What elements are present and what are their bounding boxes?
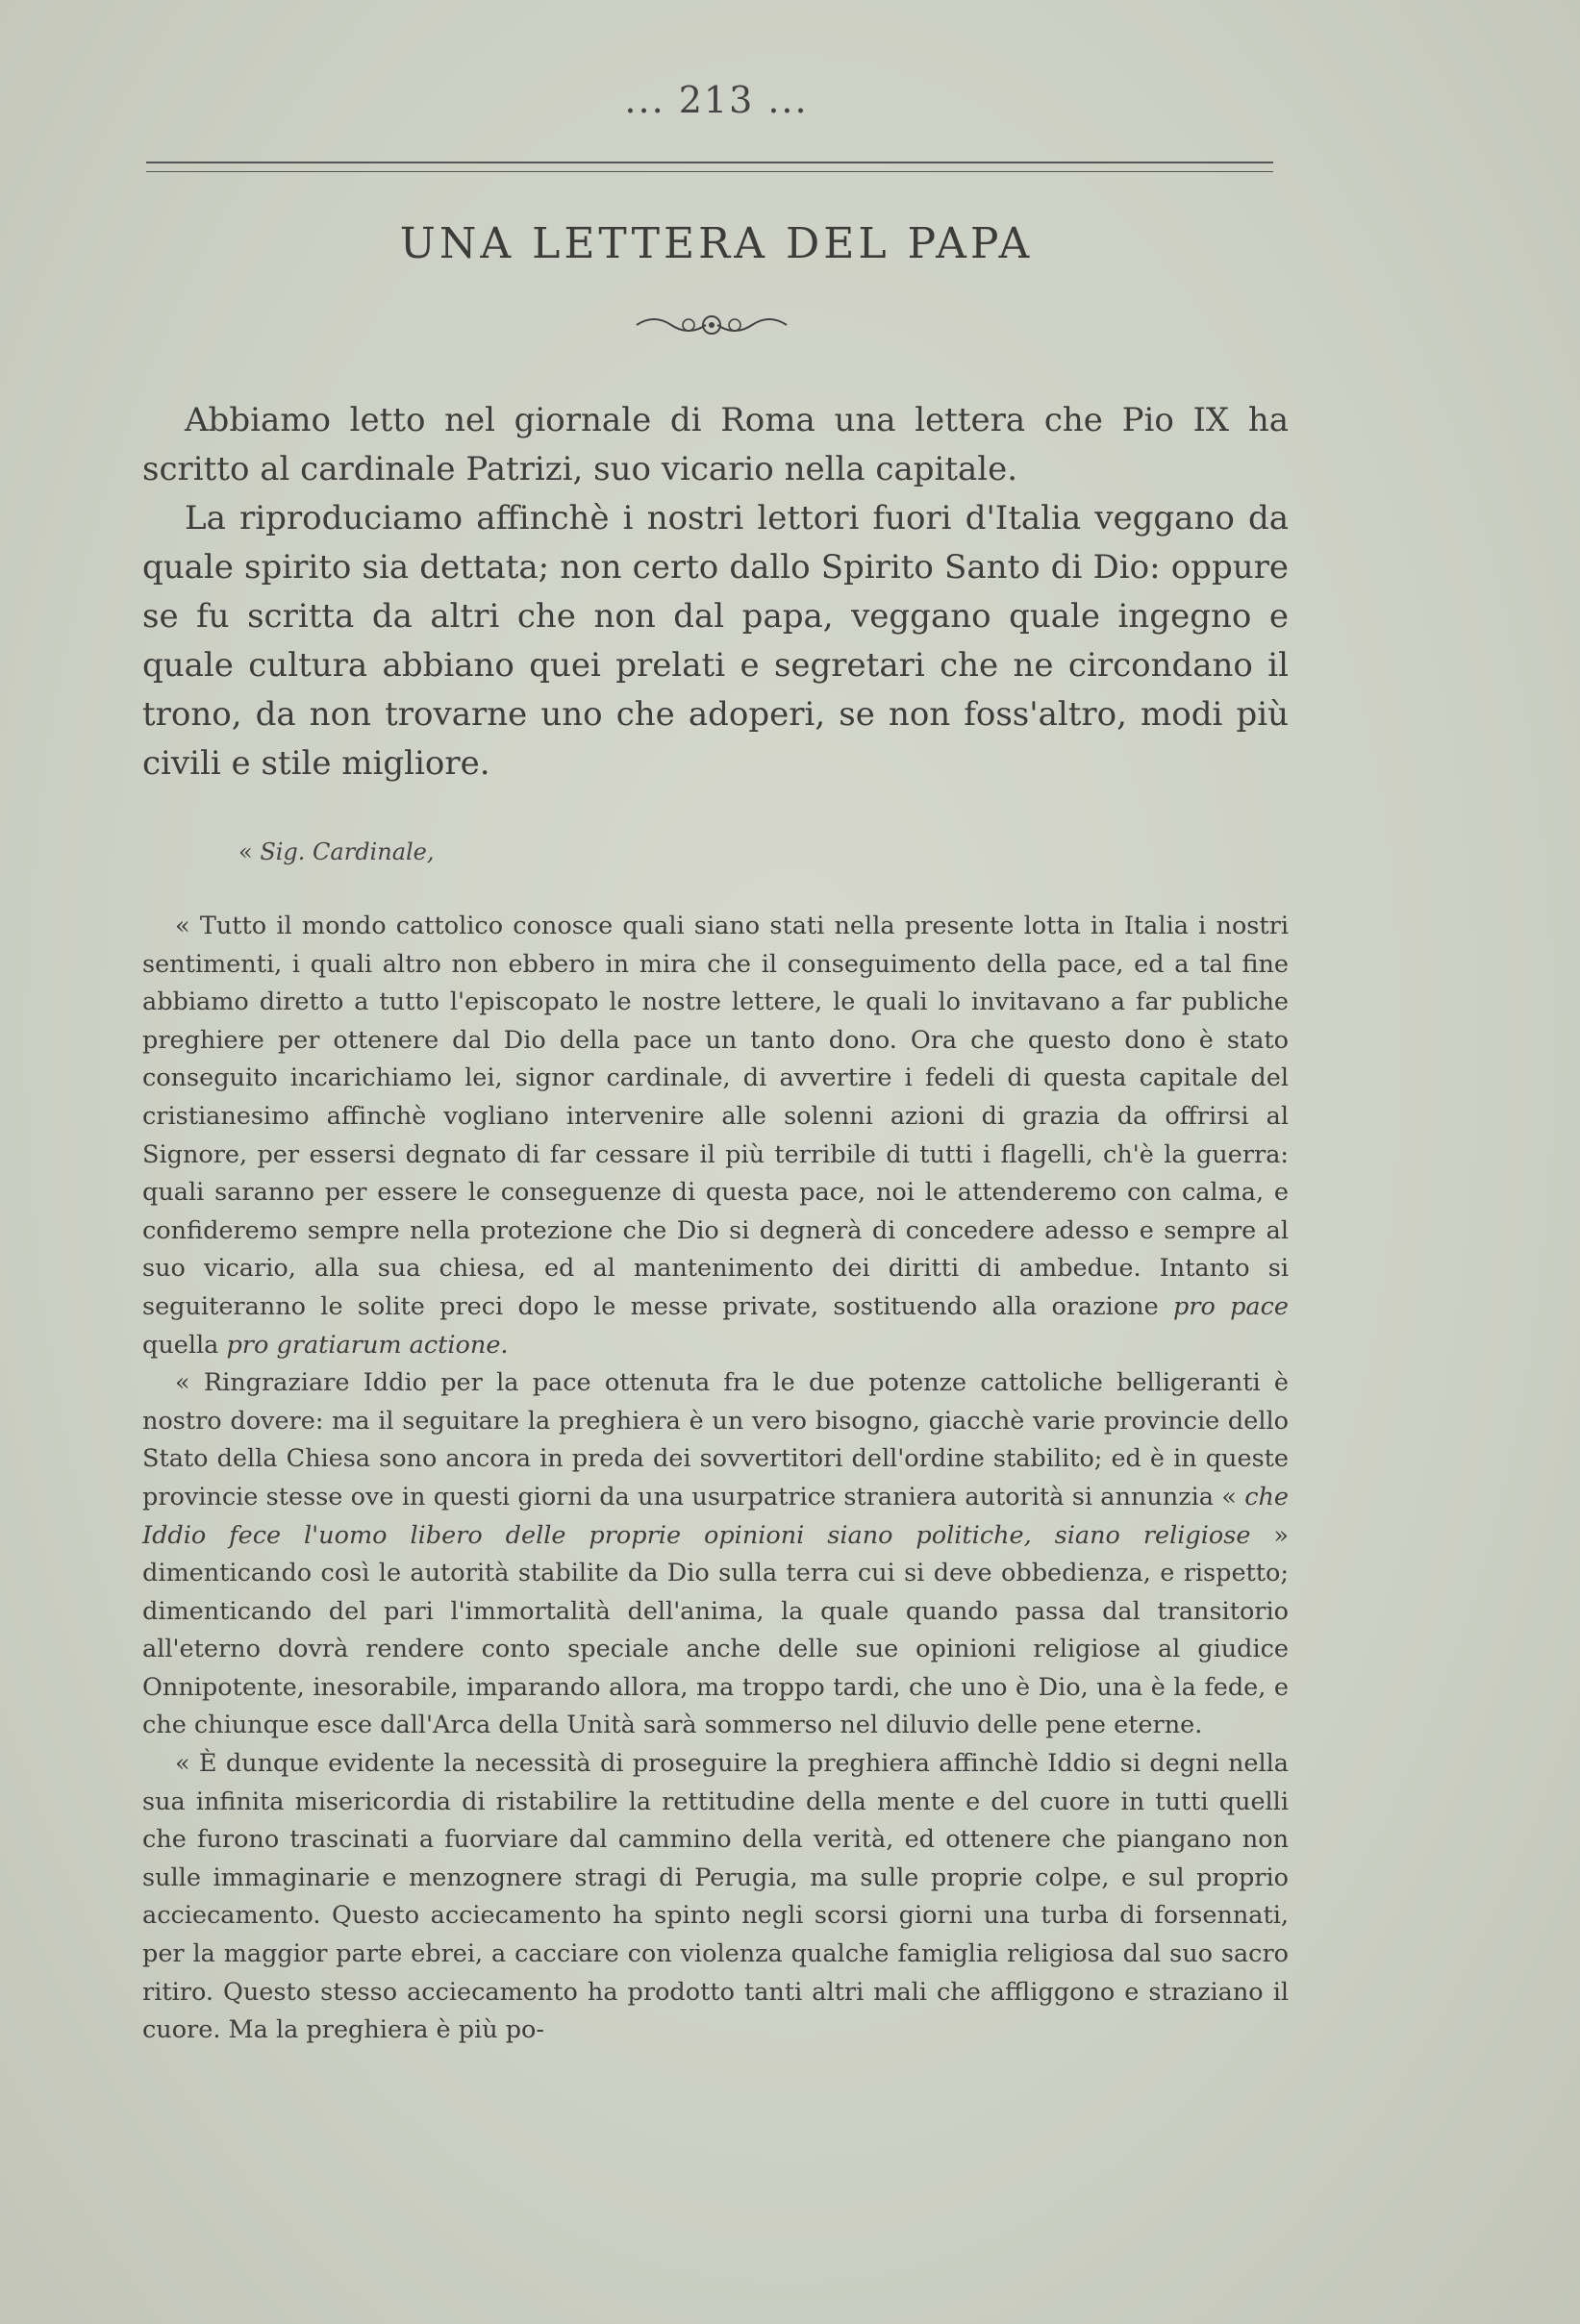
letter-italic: pro gratiarum actione. <box>226 1330 509 1360</box>
header-rule-thin <box>146 171 1273 172</box>
header-rule-thick <box>146 162 1273 163</box>
letter-paragraph <box>142 1364 1289 1745</box>
intro-paragraph: La riproduciamo affinchè i nostri lettori fuori d'Italia veggano da quale spirito sia dettata; non certo dallo Spirito Santo di Dio: oppure se fu scritta da altri che non dal papa, veggano quale ingegno e quale cultura abbiano quei prelati e segretari che ne circondano il trono, da non trovarne uno che adoperi, se non foss'altro, modi più civili e stile migliore. <box>142 499 1289 783</box>
letter-text: « Ringraziare Iddio per la pace ottenuta fra le due potenze cattoliche belligeranti è nostro dovere: ma il seguitare la preghiera è un vero bisogno, giacchè varie provincie dello Stato della Chiesa sono ancora in preda dei sovvertitori dell'ordine stabilito; ed è in queste provincie stesse ove in questi giorni da una usurpatrice straniera autorità si annunzia « <box>142 1368 1289 1512</box>
page-number: ... 213 ... <box>624 79 809 121</box>
intro-paragraph: Abbiamo letto nel giornale di Roma una lettera che Pio IX ha scritto al cardinale Patrizi, suo vicario nella capitale. <box>142 401 1289 488</box>
letter-text: « Tutto il mondo cattolico conosce quali siano stati nella presente lotta in Italia i nostri sentimenti, i quali altro non ebbero in mira che il conseguimento della pace, ed a tal fine abbiamo diretto a tutto l'episcopato le nostre lettere, le quali lo invitavano a far publiche preghiere per ottenere dal Dio della pace un tanto dono. Ora che questo dono è stato conseguito incarichiamo lei, signor cardinale, di avvertire i fedeli di questa capitale del cristianesimo affinchè vogliano intervenire alle solenni azioni di grazia da offrirsi al Signore, per essersi degnato di far cessare il più terribile di tutti i flagelli, ch'è la guerra: quali saranno per essere le conseguenze di questa pace, noi le attenderemo con calma, e confideremo sempre nella protezione che Dio si degnerà di concedere adesso e sempre al suo vicario, alla sua chiesa, ed al mantenimento dei diritti di ambedue. Intanto si seguiteranno le solite preci dopo le messe private, sostituendo alla orazione <box>142 912 1289 1321</box>
letter-paragraph: « È dunque evidente la necessità di proseguire la preghiera affinchè Iddio si degni nella sua infinita misericordia di ristabilire la rettitudine della mente e del cuore in tutti quelli che furono trascinati a fuorviare dal cammino della verità, ed ottenere che piangano non sulle immaginarie e menzognere stragi di Perugia, ma sulle proprie colpe, e sul proprio acciecamento. Questo acciecamento ha spinto negli scorsi giorni una turba di forsennati, per la maggior parte ebrei, a cacciare con violenza qualche famiglia religiosa dal suo sacro ritiro. Questo stesso acciecamento ha prodotto tanti altri mali che affliggono e straziano il cuore. Ma la preghiera è più po- <box>142 1749 1289 2045</box>
salutation-quote: « <box>238 838 261 865</box>
letter-italic: che Iddio fece l'uomo libero delle proprie opinioni siano politiche, siano religiose <box>142 1482 1289 1550</box>
intro-text <box>142 396 1289 788</box>
letter-salutation <box>238 838 435 865</box>
salutation-text: Sig. Cardinale, <box>260 838 435 865</box>
letter-body <box>142 908 1289 2050</box>
letter-text: » dimenticando così le autorità stabilite da Dio sulla terra cui si deve obbedienza, e rispetto; dimenticando del pari l'immortalità dell'anima, la quale quando passa dal transitorio all'eterno dovrà rendere conto speciale anche delle sue opinioni religiose al giudice Onnipotente, inesorabile, imparando allora, ma troppo tardi, che uno è Dio, una è la fede, e che chiunque esce dall'Arca della Unità sarà sommerso nel diluvio delle pene eterne. <box>142 1520 1289 1740</box>
letter-text: quella <box>142 1330 227 1360</box>
letter-italic: pro pace <box>1172 1291 1289 1321</box>
ornament-icon <box>635 306 789 344</box>
letter-paragraph <box>142 908 1289 1364</box>
article-title: UNA LETTERA DEL PAPA <box>399 219 1034 268</box>
